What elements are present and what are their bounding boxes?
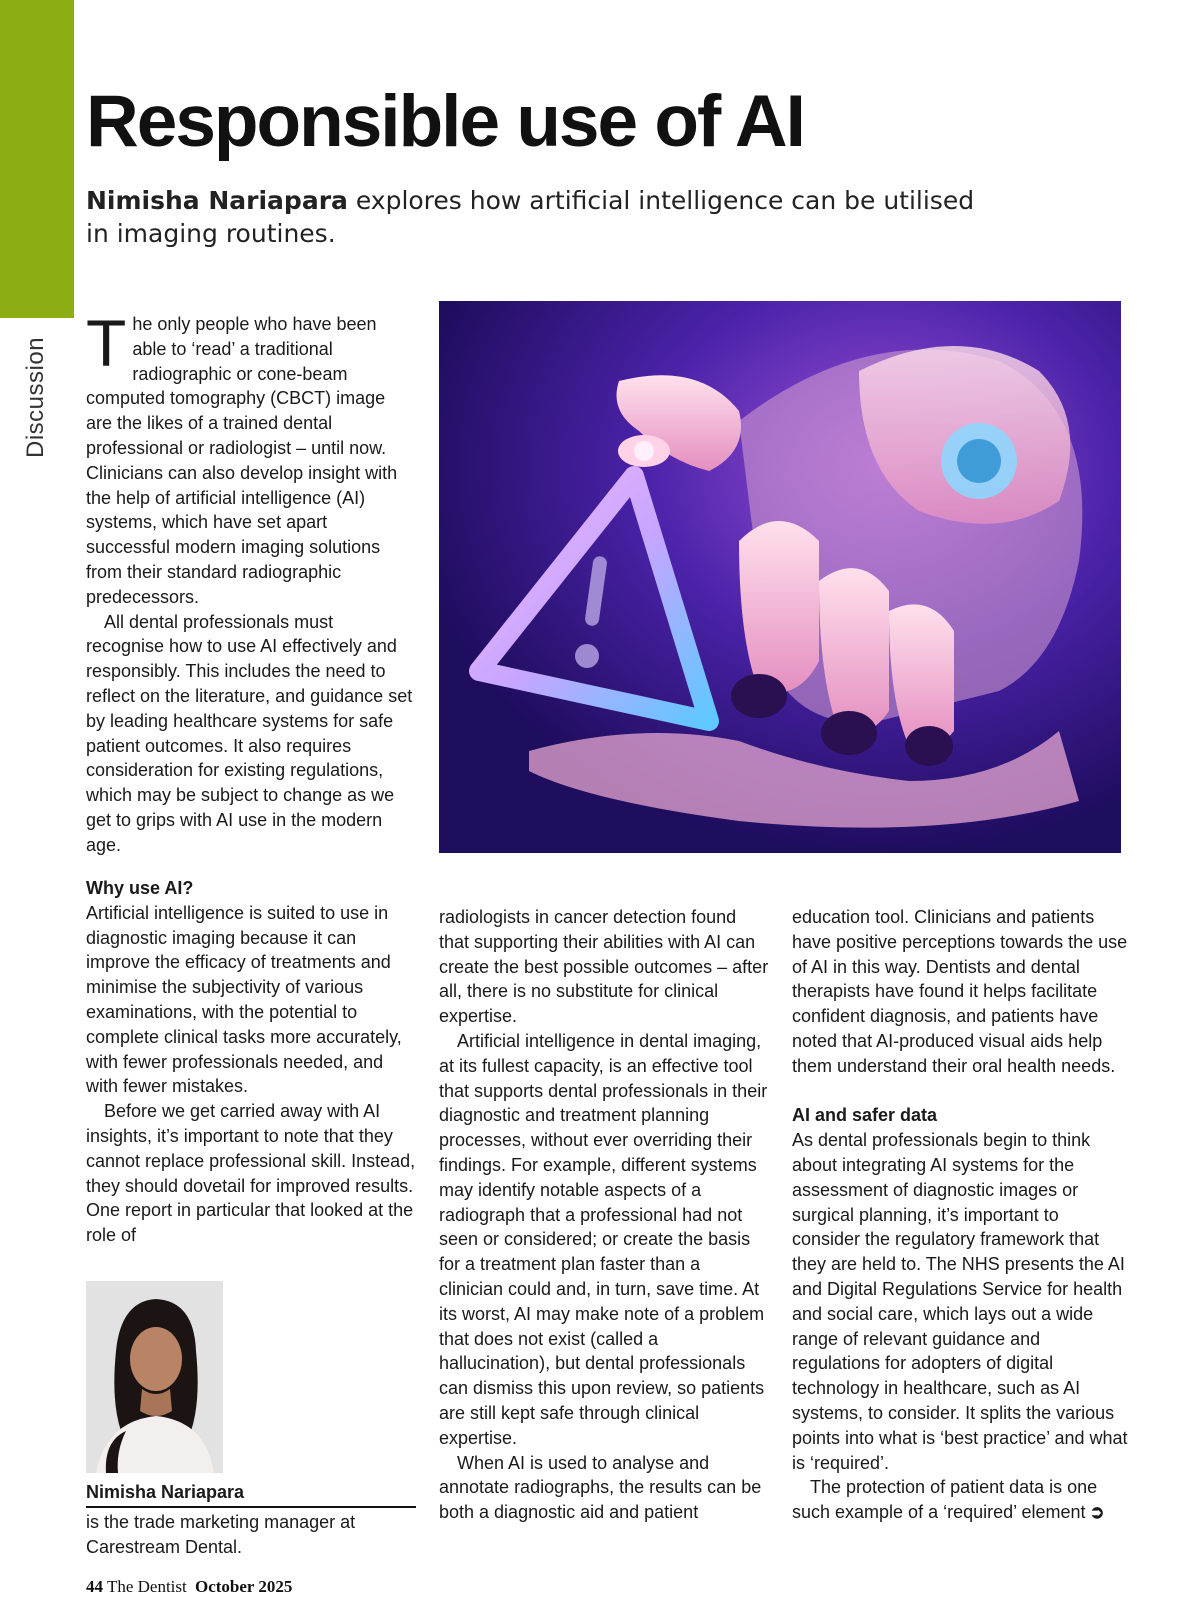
paragraph: radiologists in cancer detection found that supporting their abilities with AI can create the best possible outcomes – after all, there is no substitute for clinical expertise. (439, 907, 769, 1027)
page-footer (86, 1577, 292, 1597)
issue-date: October 2025 (195, 1577, 293, 1596)
paragraph: Artificial intelligence in dental imaging, at its fullest capacity, is an effective tool that supports dental professionals in their diagnostic and treatment planning processes, without ever overriding their findings. For example, different systems may identify notable aspects of a radiograph that a professional had not seen or considered; or create the basis for a treatment plan faster than a clinician could and, in turn, save time. At its worst, AI may make note of a problem that does not exist (called a hallucination), but dental professionals can dismiss this upon review, so patients are still kept safe through clinical expertise. (439, 1030, 768, 1448)
publication-name: The Dentist (106, 1577, 187, 1596)
section-color-bar (0, 0, 74, 318)
intro-paragraph (86, 306, 414, 610)
intro-text: he only people who have been able to ‘read’ a traditional radiographic or cone-beam computed tomography (CBCT) image are the likes of a trained dental professional or radiologist – until now. Clinicians can also develop insight with the help of artificial intelligence (AI) systems, which have set apart successful modern imaging solutions from their standard radiographic predecessors. (86, 314, 398, 607)
subheading-why-use-ai: Why use AI? (86, 878, 194, 898)
standfirst-author: Nimisha Nariapara (86, 186, 348, 215)
paragraph-text: The protection of patient data is one such example of a ‘required’ element (792, 1477, 1098, 1523)
article-title: Responsible use of AI (86, 81, 804, 162)
paragraph: Artificial intelligence is suited to use in diagnostic imaging because it can improve the efficacy of treatments and minimise the subjectivity of various examinations, with the potential to complete clinical tasks more accurately, with fewer professionals needed, and with fewer mistakes. (86, 902, 402, 1097)
paragraph (792, 1475, 1128, 1525)
drop-cap: T (86, 306, 127, 380)
column-3 (792, 905, 1128, 1525)
robot-hand-illustration (439, 301, 1121, 853)
page-number: 44 (86, 1577, 103, 1596)
standfirst (86, 184, 986, 250)
column-1-why-use-ai (86, 876, 416, 1248)
author-bio: is the trade marketing manager at Carestream Dental. (86, 1512, 356, 1557)
column-2 (439, 905, 769, 1525)
author-name: Nimisha Nariapara (86, 1480, 416, 1508)
column-1-intro (86, 306, 414, 858)
paragraph: education tool. Clinicians and patients have positive perceptions towards the use of AI in this way. Dentists and dental therapists have found it helps facilitate confident diagnosis, and patients have noted that AI-produced visual aids help them understand their oral health needs. (792, 907, 1128, 1076)
section-tag: Discussion (22, 336, 49, 458)
paragraph: Before we get carried away with AI insights, it’s important to note that they cannot replace professional skill. Instead, they should dovetail for improved results. One report in particular that looked at the role of (86, 1101, 416, 1246)
spacer (792, 1079, 1128, 1104)
subheading-ai-and-safer-data: AI and safer data (792, 1105, 938, 1126)
continue-arrow-icon: ➲ (1089, 1502, 1105, 1523)
paragraph: All dental professionals must recognise how to use AI effectively and responsibly. This includes the need to reflect on the literature, and guidance set by leading healthcare systems for safe patient outcomes. It also requires consideration for existing regulations, which may be subject to change as we get to grips with AI use in the modern age. (86, 611, 413, 855)
author-box (86, 1480, 416, 1560)
standfirst-text: explores how artificial intelligence can be utilised in imaging routines. (86, 186, 975, 248)
paragraph: When AI is used to analyse and annotate radiographs, the results can be both a diagnostic aid and patient (439, 1452, 762, 1523)
author-photo (86, 1281, 223, 1473)
author-portrait-illustration (86, 1281, 223, 1473)
paragraph: As dental professionals begin to think about integrating AI systems for the assessment of diagnostic images or surgical planning, it’s important to consider the regulatory framework that they are held to. The NHS presents the AI and Digital Regulations Service for health and social care, which lays out a wide range of relevant guidance and regulations for adopters of digital technology in healthcare, such as AI systems, to consider. It splits the various points into what is ‘best practice’ and what is ‘required’. (792, 1130, 1128, 1473)
hero-image-robot-hand-warning (439, 301, 1121, 853)
